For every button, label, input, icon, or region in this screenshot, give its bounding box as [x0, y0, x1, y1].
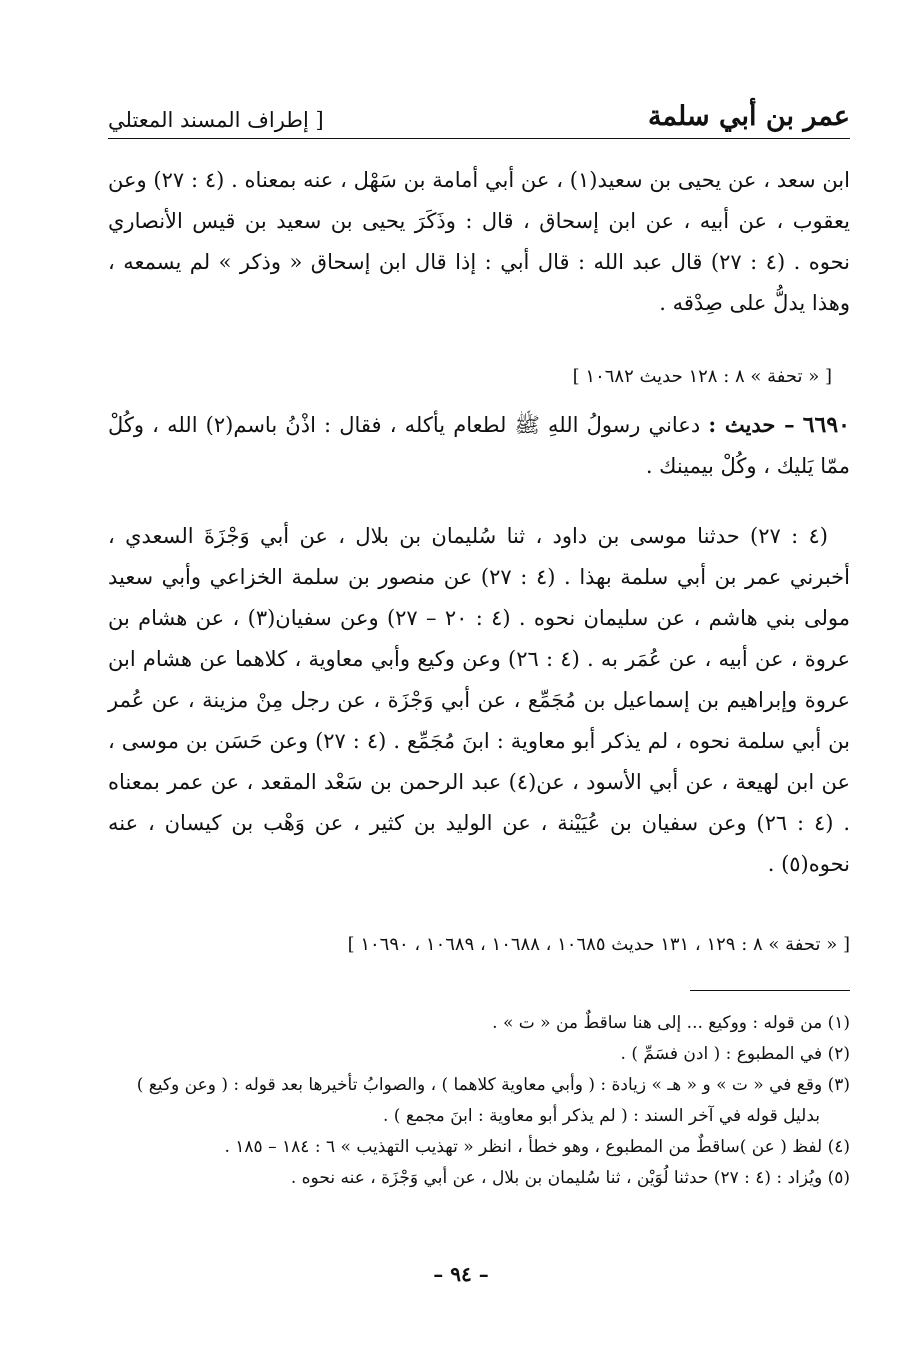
footnotes [108, 1008, 850, 1194]
footnote-divider [690, 990, 850, 991]
tuhfa-reference-1: [ « تحفة » ٨ : ١٢٨ حديث ١٠٦٨٢ ] [572, 366, 832, 387]
footnote-3-continuation: بدليل قوله في آخر السند : ( لم يذكر أبو معاوية : ابنَ مجمع ) . [382, 1106, 820, 1126]
footnote-2: (٢) في المطبوع : ( ادن فسَمِّ ) . [620, 1044, 850, 1064]
isnad-paragraph: (٤ : ٢٧) حدثنا موسى بن داود ، ثنا سُليمان بن بلال ، عن أبي وَجْزَةَ السعدي ، أخبرني عمر بن أبي سلمة بهذا . (٤ : ٢٧) عن منصور بن سلمة الخزاعي وأبي سعيد مولى بني هاشم ، عن سليمان نحوه . (٤ : ٢٠ – ٢٧) وعن سفيان(٣) ، عن هشام بن عروة ، عن أبيه ، عن عُمَر به . (٤ : ٢٦) وعن وكيع وأبي معاوية ، كلاهما عن هشام ابن عروة وإبراهيم بن إسماعيل بن مُجَمِّع ، عن أبي وَجْزَة ، عن رجل مِنْ مزينة ، عن عُمر بن أبي سلمة نحوه ، لم يذكر أبو معاوية : ابنَ مُجَمِّع . (٤ : ٢٧) وعن حَسَن بن موسى ، عن ابن لهيعة ، عن أبي الأسود ، عن(٤) عبد الرحمن بن سَعْد المقعد ، عن عمر بمعناه . (٤ : ٢٦) وعن سفيان بن عُيَيْنة ، عن الوليد بن كثير ، عن وَهْب بن كيسان ، عنه نحوه(٥) . [108, 524, 851, 876]
header-divider [108, 138, 850, 139]
paragraph-continuation: ابن سعد ، عن يحيى بن سعيد(١) ، عن أبي أمامة بن سَهْل ، عنه بمعناه . (٤ : ٢٧) وعن يعقوب ، عن أبيه ، عن ابن إسحاق ، قال : وذَكَرَ يحيى بن سعيد بن قيس الأنصاري نحوه . (٤ : ٢٧) قال عبد الله : قال أبي : إذا قال ابن إسحاق « وذكر » لم يسمعه ، وهذا يدلُّ على صِدْقه . [108, 168, 850, 315]
hadith-label: – حديث : [708, 412, 795, 437]
hadith-number: ٦٦٩٠ [802, 412, 850, 438]
tuhfa-reference-2: [ « تحفة » ٨ : ١٢٩ ، ١٣١ حديث ١٠٦٨٥ ، ١٠٦٨٨ ، ١٠٦٨٩ ، ١٠٦٩٠ ] [347, 934, 850, 955]
footnote-4: (٤) لفظ ( عن )ساقطٌ من المطبوع ، وهو خطأ ، انظر « تهذيب التهذيب » ٦ : ١٨٤ – ١٨٥ . [224, 1137, 850, 1157]
running-header [108, 92, 850, 132]
footnote-3: (٣) وقع في « ت » و « هـ » زيادة : ( وأبي معاوية كلاهما ) ، والصوابُ تأخيرها بعد قوله : ( وعن وكيع ) [136, 1075, 850, 1095]
footnote-5: (٥) ويُزاد : (٤ : ٢٧) حدثنا لُوَيْن ، ثنا سُليمان بن بلال ، عن أبي وَجْزَة ، عنه نحوه . [290, 1168, 850, 1188]
page-number: – ٩٤ – [433, 1262, 489, 1286]
header-companion-name: عمر بن أبي سلمة [647, 101, 850, 132]
footnote-1: (١) من قوله : ووكيع ... إلى هنا ساقطٌ من « ت » . [492, 1013, 850, 1033]
hadith-entry [108, 404, 850, 487]
header-book-title: [ إطراف المسند المعتلي [108, 108, 324, 132]
hadith-text: دعاني رسولُ اللهِ ﷺ لطعام يأكله ، فقال : اذْنُ باسم(٢) الله ، وكُلْ ممّا يَليك ، وكُلْ بيمينك . [108, 413, 850, 478]
